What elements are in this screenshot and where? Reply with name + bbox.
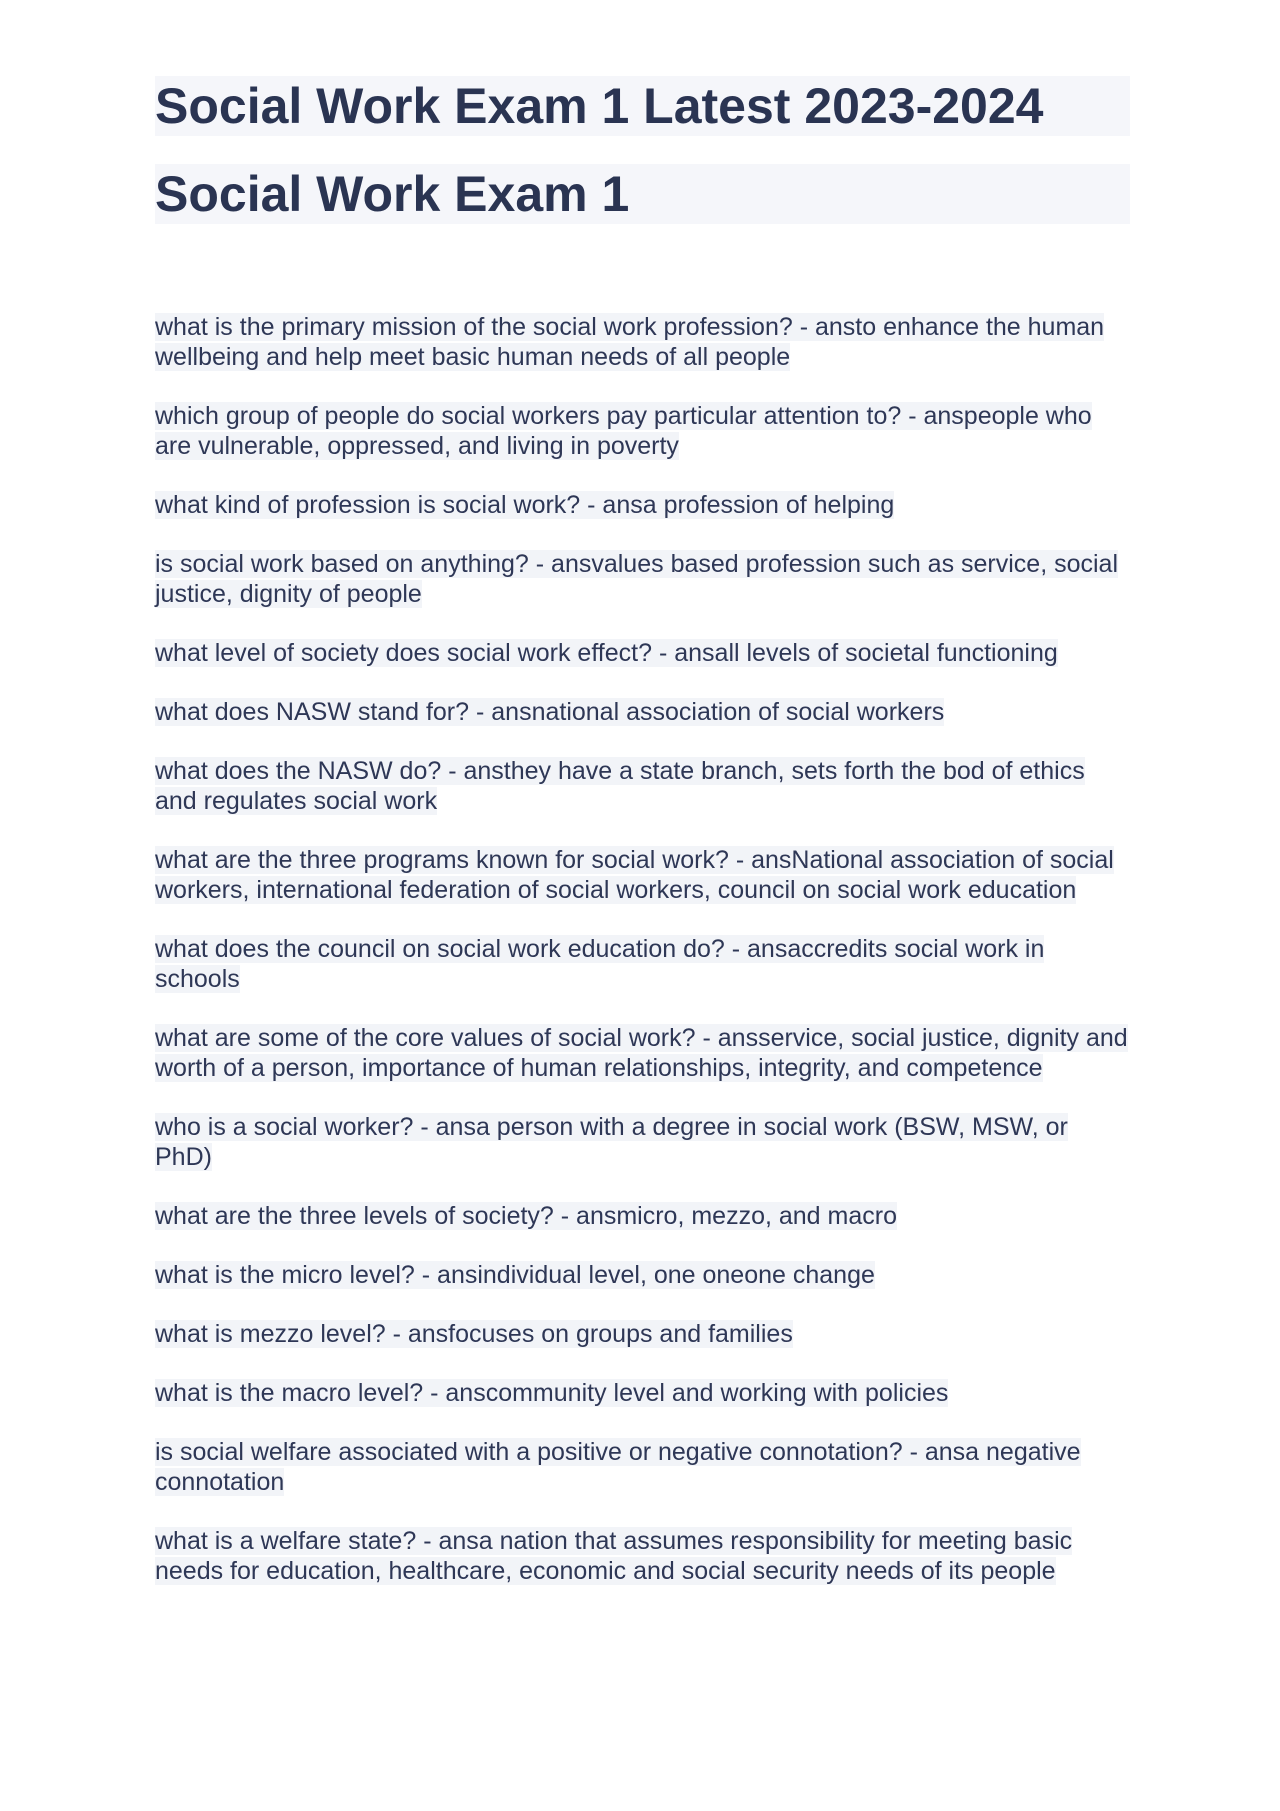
document-page [155, 76, 1130, 1615]
qa-item-text: what is the micro level? - ansindividual level, one oneone change [155, 1261, 875, 1289]
qa-item-text: which group of people do social workers pay particular attention to? - anspeople who are vulnerable, oppressed, and living in poverty [155, 402, 1092, 460]
qa-item [155, 1112, 1130, 1172]
qa-item-text: what is the primary mission of the social work profession? - ansto enhance the human wellbeing and help meet basic human needs of all people [155, 313, 1105, 371]
qa-list [155, 312, 1130, 1586]
qa-item-text: what does the council on social work education do? - ansaccredits social work in schools [155, 935, 1045, 993]
qa-item-text: what does the NASW do? - ansthey have a state branch, sets forth the bod of ethics and regulates social work [155, 757, 1085, 815]
qa-item-text: what are the three levels of society? - ansmicro, mezzo, and macro [155, 1202, 897, 1230]
qa-item-text: what is a welfare state? - ansa nation that assumes responsibility for meeting basic needs for education, healthcare, economic and social security needs of its people [155, 1527, 1073, 1585]
qa-item-text: what level of society does social work effect? - ansall levels of societal functioning [155, 639, 1058, 667]
qa-item [155, 934, 1130, 994]
qa-item [155, 549, 1130, 609]
qa-item [155, 697, 1130, 727]
qa-item [155, 1260, 1130, 1290]
qa-item [155, 490, 1130, 520]
qa-item [155, 1437, 1130, 1497]
qa-item-text: who is a social worker? - ansa person with a degree in social work (BSW, MSW, or PhD) [155, 1113, 1068, 1171]
qa-item [155, 638, 1130, 668]
qa-item [155, 845, 1130, 905]
qa-item [155, 312, 1130, 372]
qa-item [155, 401, 1130, 461]
qa-item-text: what are the three programs known for social work? - ansNational association of social workers, international federation of social workers, council on social work education [155, 846, 1114, 904]
document-subtitle: Social Work Exam 1 [155, 164, 1130, 224]
qa-item-text: what are some of the core values of social work? - ansservice, social justice, dignity and worth of a person, importance of human relationships, integrity, and competence [155, 1024, 1128, 1082]
qa-item-text: what does NASW stand for? - ansnational association of social workers [155, 698, 945, 726]
qa-item-text: what kind of profession is social work? - ansa profession of helping [155, 491, 895, 519]
qa-item [155, 1378, 1130, 1408]
qa-item [155, 1201, 1130, 1231]
qa-item [155, 1319, 1130, 1349]
qa-item-text: what is the macro level? - anscommunity level and working with policies [155, 1379, 949, 1407]
qa-item [155, 756, 1130, 816]
qa-item-text: is social welfare associated with a positive or negative connotation? - ansa negative connotation [155, 1438, 1081, 1496]
qa-item-text: what is mezzo level? - ansfocuses on groups and families [155, 1320, 793, 1348]
document-title: Social Work Exam 1 Latest 2023-2024 [155, 76, 1130, 136]
qa-item [155, 1023, 1130, 1083]
qa-item [155, 1526, 1130, 1586]
qa-item-text: is social work based on anything? - ansvalues based profession such as service, social justice, dignity of people [155, 550, 1119, 608]
